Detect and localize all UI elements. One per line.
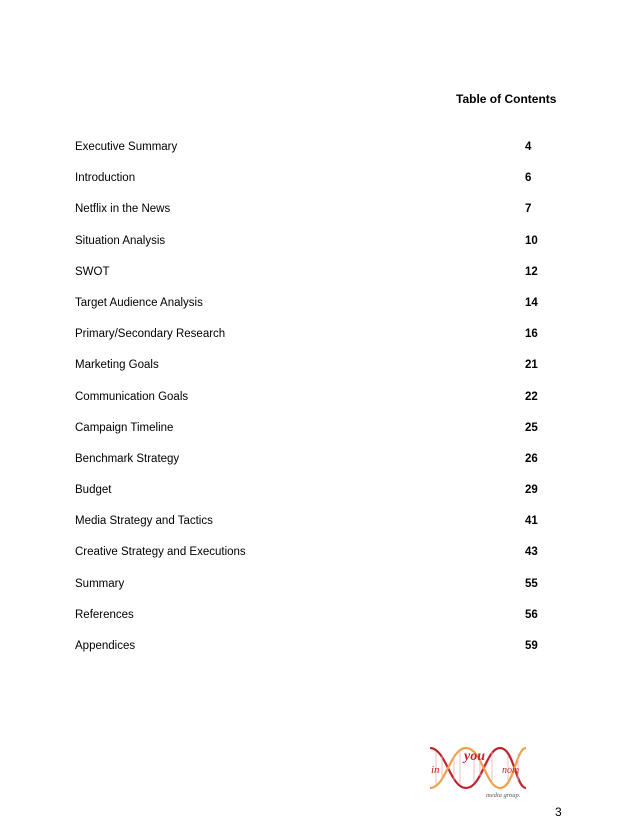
toc-entry-label: Target Audience Analysis — [75, 296, 203, 309]
toc-entry-page: 41 — [525, 515, 538, 528]
toc-entry-label: Benchmark Strategy — [75, 452, 180, 465]
toc-entry-label: Executive Summary — [75, 141, 178, 153]
toc-entry — [75, 358, 545, 389]
toc-entry-page: 6 — [525, 172, 532, 185]
toc-entry — [75, 390, 545, 421]
toc-entry-label: Creative Strategy and Executions — [75, 546, 246, 559]
toc-entry-page: 12 — [525, 265, 538, 278]
toc-entry-label: Introduction — [75, 172, 136, 185]
toc-entry-page: 22 — [525, 390, 538, 403]
toc-entry — [75, 639, 545, 670]
toc-entry-page: 25 — [525, 421, 538, 434]
toc-entry — [75, 421, 545, 452]
logo-text-left: in — [431, 764, 440, 776]
toc-list — [75, 140, 545, 670]
toc-entry — [75, 483, 545, 514]
toc-entry-label: References — [75, 608, 134, 621]
toc-entry-page: 10 — [525, 234, 538, 247]
toc-entry — [75, 608, 545, 639]
toc-entry-page: 59 — [525, 640, 538, 652]
toc-entry-page: 55 — [525, 577, 538, 590]
company-logo — [428, 738, 528, 800]
toc-entry-label: SWOT — [75, 265, 110, 278]
toc-entry — [75, 202, 545, 233]
logo-tagline: media group. — [486, 792, 521, 799]
toc-entry — [75, 514, 545, 545]
toc-entry — [75, 265, 545, 296]
toc-entry — [75, 577, 545, 608]
toc-entry — [75, 452, 545, 483]
logo-text-center: you — [464, 749, 485, 764]
toc-entry-page: 29 — [525, 484, 538, 497]
toc-entry-label: Summary — [75, 577, 125, 590]
toc-entry — [75, 327, 545, 358]
toc-entry-page: 14 — [525, 296, 538, 309]
toc-entry-label: Appendices — [75, 640, 136, 652]
toc-entry-page: 16 — [525, 328, 538, 341]
toc-entry-label: Budget — [75, 484, 112, 497]
toc-entry-page: 43 — [525, 546, 538, 559]
toc-entry-page: 56 — [525, 608, 538, 621]
toc-entry — [75, 140, 545, 171]
toc-entry-page: 21 — [525, 359, 538, 372]
toc-entry-page: 26 — [525, 452, 538, 465]
toc-entry-label: Situation Analysis — [75, 234, 166, 247]
toc-entry-page: 4 — [525, 141, 532, 153]
toc-entry — [75, 171, 545, 202]
toc-entry-page: 7 — [525, 203, 532, 216]
logo-text-right: nom — [502, 765, 520, 776]
toc-entry — [75, 296, 545, 327]
toc-entry-label: Primary/Secondary Research — [75, 328, 226, 341]
page-number: 3 — [555, 805, 562, 819]
toc-entry — [75, 234, 545, 265]
toc-entry-label: Communication Goals — [75, 390, 189, 403]
toc-entry-label: Media Strategy and Tactics — [75, 515, 213, 528]
toc-entry-label: Marketing Goals — [75, 359, 159, 372]
toc-entry-label: Netflix in the News — [75, 203, 171, 216]
toc-entry — [75, 545, 545, 576]
toc-title: Table of Contents — [456, 92, 557, 106]
toc-entry-label: Campaign Timeline — [75, 421, 174, 434]
